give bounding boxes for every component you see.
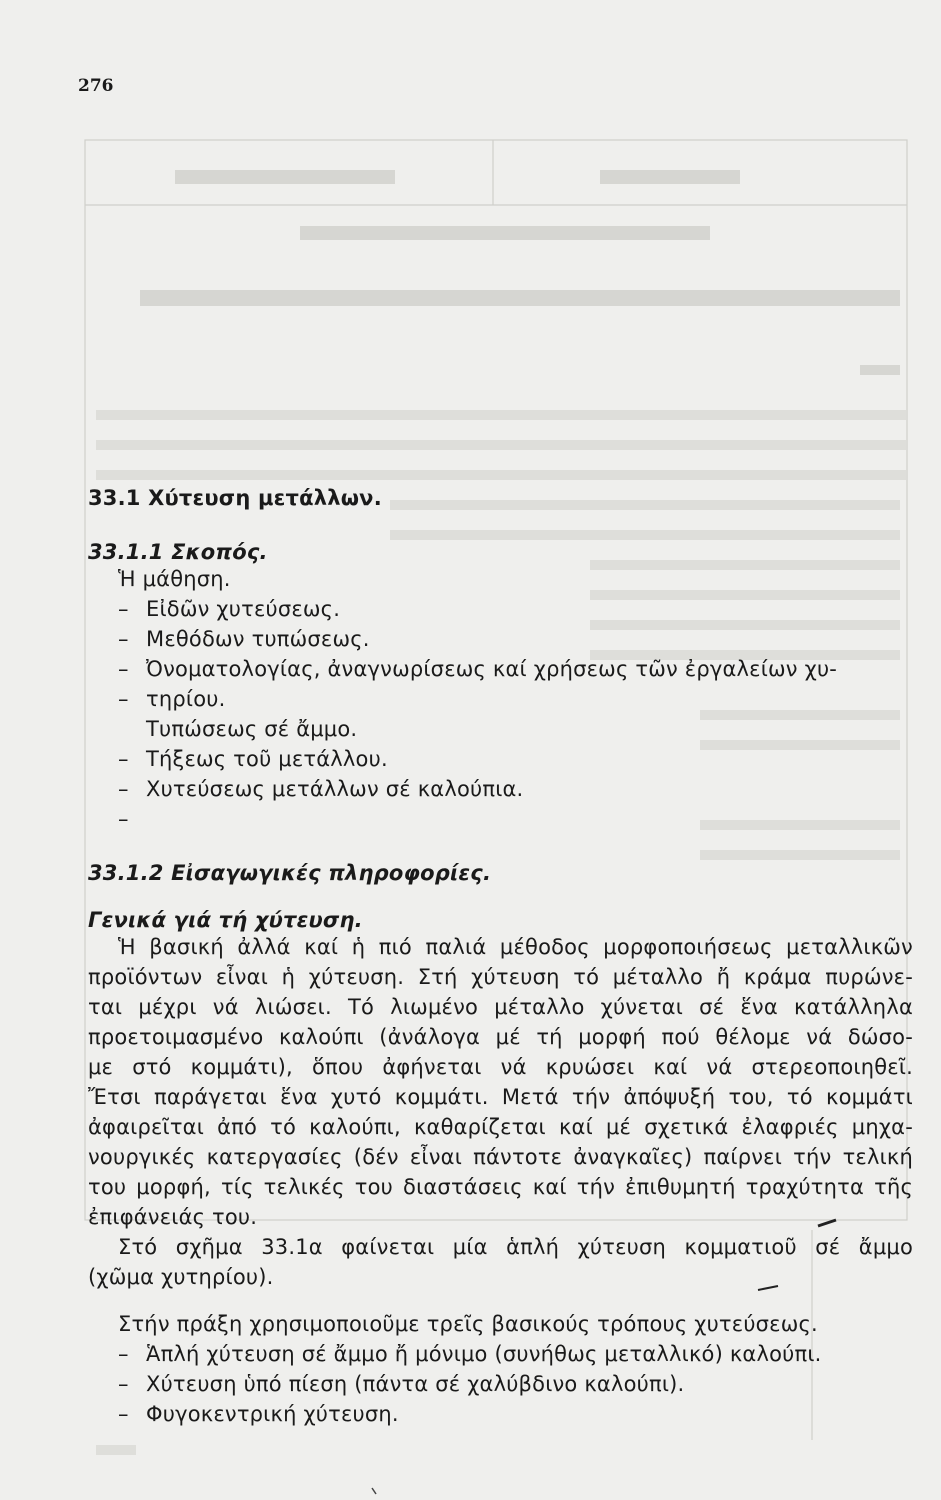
scope-item: – Χυτεύσεως μετάλλων σέ καλούπια. [118, 777, 524, 801]
paragraph-line: ται μέχρι νά λιώσει. Τό λιωμένο μέταλλο χύνεται σέ ἕνα κατάλληλα [88, 995, 913, 1019]
section-title: 33.1 Χύτευση μετάλλων. [88, 486, 382, 510]
scope-item: – Εἰδῶν χυτεύσεως. [118, 597, 341, 621]
paragraph-line: προϊόντων εἶναι ἡ χύτευση. Στή χύτευση τό μέταλλο ἤ κράμα πυρώνε- [88, 965, 913, 989]
paragraph-line: Ἡ βασική ἀλλά καί ἡ πιό παλιά μέθοδος μορφοποιήσεως μεταλλικῶν [118, 935, 913, 959]
page-number: 276 [78, 76, 114, 96]
method-item: – Φυγοκεντρική χύτευση. [118, 1402, 399, 1426]
scope-item: – Τήξεως τοῦ μετάλλου. [118, 747, 388, 771]
scope-item: – τηρίου. [118, 687, 226, 711]
paragraph-line: (χῶμα χυτηρίου). [88, 1265, 274, 1289]
paragraph-line: νουργικές κατεργασίες (δέν εἶναι πάντοτε ἀναγκαῖες) παίρνει τήν τελική [88, 1145, 913, 1169]
general-subtitle: Γενικά γιά τή χύτευση. [88, 908, 363, 932]
method-item: – Χύτευση ὑπό πίεση (πάντα σέ χαλύβδινο καλούπι). [118, 1372, 685, 1396]
scope-intro: Ἡ μάθηση. [118, 567, 231, 591]
paragraph-line: ἀφαιρεῖται ἀπό τό καλούπι, καθαρίζεται καί μέ σχετικά ἐλαφριές μηχα- [88, 1115, 913, 1139]
scope-item: – Ὀνοματολογίας, ἀναγνωρίσεως καί χρήσεως τῶν ἐργαλείων χυ- [118, 657, 838, 681]
paragraph-line: με στό κομμάτι), ὅπου ἀφήνεται νά κρυώσει καί νά στερεοποιηθεῖ. [88, 1055, 913, 1079]
paragraph-line: Ἔτσι παράγεται ἕνα χυτό κομμάτι. Μετά τήν ἀπόψυξή του, τό κομμάτι [88, 1085, 913, 1109]
scope-title: 33.1.1 Σκοπός. [88, 540, 268, 564]
scope-item: – [118, 807, 129, 831]
scope-item-continuation: Τυπώσεως σέ ἄμμο. [146, 717, 358, 741]
paragraph-line: προετοιμασμένο καλούπι (ἀνάλογα μέ τή μορφή πού θέλομε νά δώσο- [88, 1025, 913, 1049]
paragraph-line: Στήν πράξη χρησιμοποιοῦμε τρεῖς βασικούς τρόπους χυτεύσεως. [118, 1312, 818, 1336]
method-item: – Ἁπλή χύτευση σέ ἄμμο ἤ μόνιμο (συνήθως μεταλλικό) καλούπι. [118, 1342, 822, 1366]
scope-item: – Μεθόδων τυπώσεως. [118, 627, 370, 651]
paragraph-line: του μορφή, τίς τελικές του διαστάσεις καί τήν ἐπιθυμητή τραχύτητα τῆς [88, 1175, 913, 1199]
intro-info-title: 33.1.2 Εἰσαγωγικές πληροφορίες. [88, 861, 492, 885]
paragraph-line: Στό σχῆμα 33.1α φαίνεται μία ἁπλή χύτευση κομματιοῦ σέ ἄμμο [118, 1235, 913, 1259]
paragraph-line: ἐπιφάνειάς του. [88, 1205, 258, 1229]
